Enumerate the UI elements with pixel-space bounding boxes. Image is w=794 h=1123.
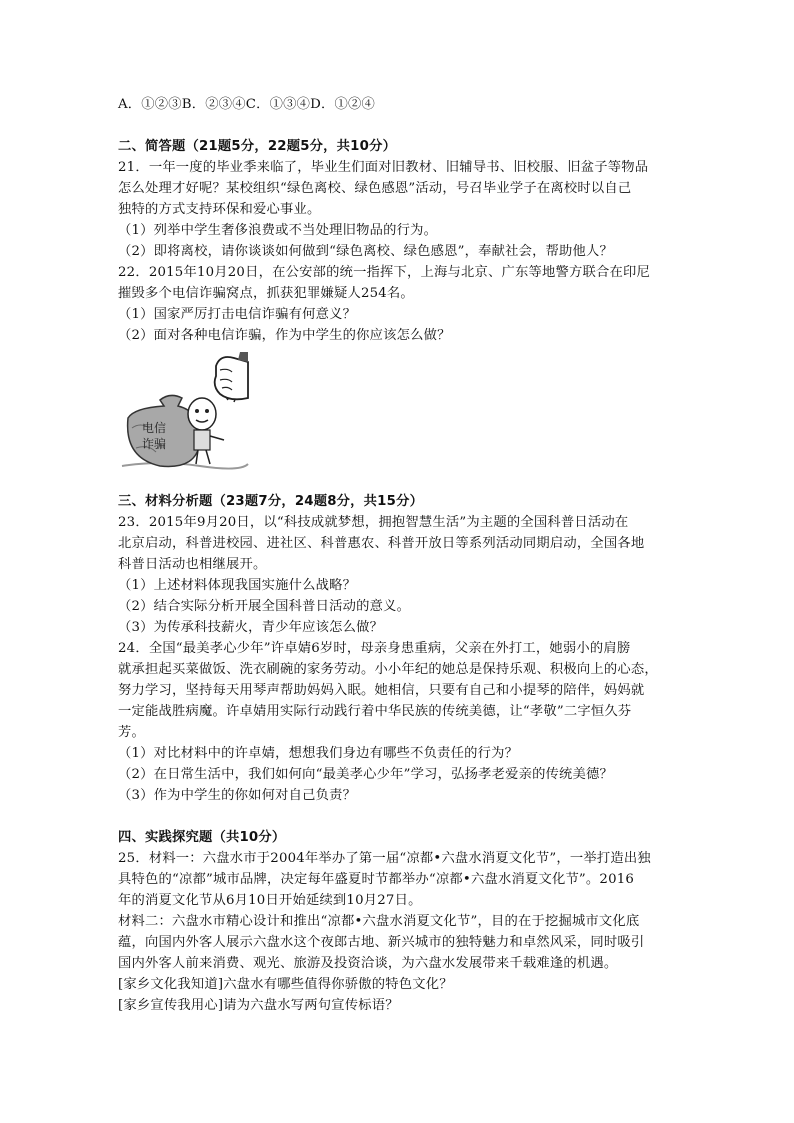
- q25-line: 国内外客人前来消费、观光、旅游及投资洽谈，为六盘水发展带来千载难逢的机遇。: [118, 956, 618, 971]
- section-4-heading: 四、实践探究题（共10分）: [118, 830, 286, 845]
- answer-options: A．①②③B．②③④C．①③④D．①②④: [118, 97, 375, 112]
- document-content: [118, 94, 678, 1016]
- q21-subquestion-2: （2）即将离校，请你谈谈如何做到“绿色离校、绿色感恩”，奉献社会，帮助他人？: [118, 244, 614, 259]
- q21-line: 怎么处理才好呢？某校组织“绿色离校、绿色感恩”活动，号召毕业学子在离校时以自己: [118, 181, 632, 196]
- question-23: [118, 512, 678, 638]
- q24-subquestion-3: （3）作为中学生的你如何对自己负责？: [118, 788, 357, 803]
- q23-subquestion-1: （1）上述材料体现我国实施什么战略？: [118, 578, 357, 593]
- question-24: [118, 638, 678, 806]
- section-3-heading: 三、材料分析题（23题7分，24题8分，共15分）: [118, 494, 424, 509]
- q24-line: 24．全国“最美孝心少年”许卓婧6岁时，母亲身患重病，父亲在外打工，她弱小的肩膀: [118, 641, 631, 656]
- question-25: [118, 848, 678, 1016]
- q24-line: 就承担起买菜做饭、洗衣刷碗的家务劳动。小小年纪的她总是保持乐观、积极向上的心态，: [118, 662, 658, 677]
- q25-task-2: [家乡宣传我用心]请为六盘水写两句宣传标语？: [118, 998, 399, 1013]
- q25-line: 25．材料一：六盘水市于2004年举办了第一届“凉都•六盘水消夏文化节”，一举打造出独: [118, 851, 651, 866]
- bag-label-bottom: 诈骗: [142, 437, 167, 451]
- q25-line: 蕴，向国内外客人展示六盘水这个夜郎古地、新兴城市的独特魅力和卓然风采，同时吸引: [118, 935, 645, 950]
- q24-subquestion-1: （1）对比材料中的许卓婧，想想我们身边有哪些不负责任的行为？: [118, 746, 519, 761]
- section-2-heading: 二、简答题（21题5分，22题5分，共10分）: [118, 139, 397, 154]
- question-22: [118, 262, 678, 346]
- q21-subquestion-1: （1）列举中学生奢侈浪费或不当处理旧物品的行为。: [118, 223, 438, 238]
- telecom-fraud-cartoon: [120, 348, 250, 478]
- q22-subquestion-1: （1）国家严厉打击电信诈骗有何意义？: [118, 307, 357, 322]
- q24-subquestion-2: （2）在日常生活中，我们如何向“最美孝心少年”学习，弘扬孝老爱亲的传统美德？: [118, 767, 614, 782]
- q24-line: 芳。: [118, 725, 145, 740]
- q24-line: 一定能战胜病魔。许卓婧用实际行动践行着中华民族的传统美德，让“孝敬”二字恒久芬: [118, 704, 632, 719]
- q25-line: 材料二：六盘水市精心设计和推出“凉都•六盘水消夏文化节”，目的在于挖掘城市文化底: [118, 914, 640, 929]
- q23-subquestion-3: （3）为传承科技薪火，青少年应该怎么做？: [118, 620, 384, 635]
- q24-line: 努力学习，坚持每天用琴声帮助妈妈入眠。她相信，只要有自己和小提琴的陪伴，妈妈就: [118, 683, 645, 698]
- q21-line: 独特的方式支持环保和爱心事业。: [118, 202, 321, 217]
- q25-line: 年的消夏文化节从6月10日开始延续到10月27日。: [118, 893, 422, 908]
- q21-line: 21．一年一度的毕业季来临了，毕业生们面对旧教材、旧辅导书、旧校服、旧盆子等物品: [118, 160, 649, 175]
- q25-line: 具特色的“凉都”城市品牌，决定每年盛夏时节都举办“凉都•六盘水消夏文化节”。2016: [118, 872, 635, 887]
- q23-line: 23．2015年9月20日，以“科技成就梦想，拥抱智慧生活”为主题的全国科普日活动在: [118, 515, 629, 530]
- q22-line: 22．2015年10月20日，在公安部的统一指挥下，上海与北京、广东等地警方联合在印尼: [118, 265, 650, 280]
- q22-line: 摧毁多个电信诈骗窝点，抓获犯罪嫌疑人254名。: [118, 286, 414, 301]
- q23-subquestion-2: （2）结合实际分析开展全国科普日活动的意义。: [118, 599, 411, 614]
- q23-line: 科普日活动也相继展开。: [118, 557, 267, 572]
- q22-subquestion-2: （2）面对各种电信诈骗，作为中学生的你应该怎么做？: [118, 328, 451, 343]
- q23-line: 北京启动，科普进校园、进社区、科普惠农、科普开放日等系列活动同期启动，全国各地: [118, 536, 645, 551]
- bag-label-top: 电信: [142, 421, 167, 435]
- question-21: [118, 157, 678, 262]
- q25-task-1: [家乡文化我知道]六盘水有哪些值得你骄傲的特色文化？: [118, 977, 453, 992]
